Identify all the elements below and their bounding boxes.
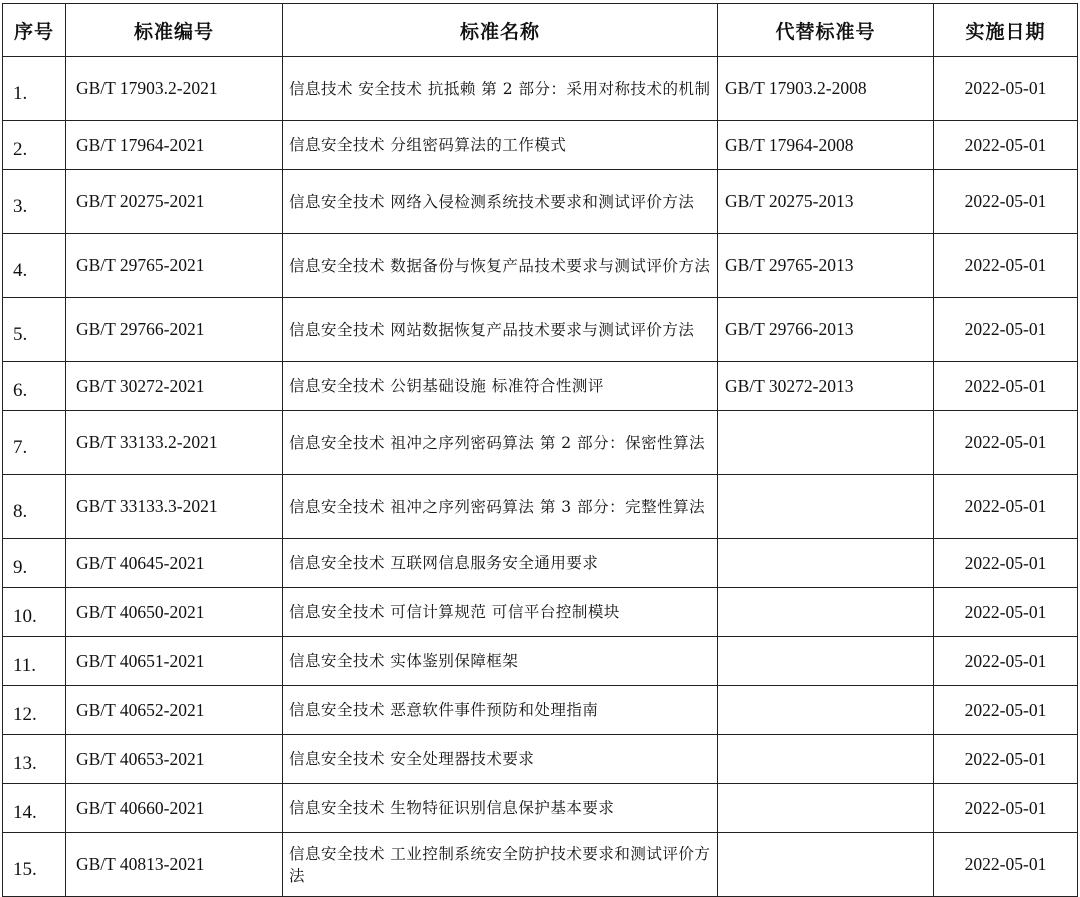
cell-standard-name: 信息安全技术 恶意软件事件预防和处理指南 [283,686,718,735]
table-row [3,686,1078,735]
cell-standard-code: GB/T 40652-2021 [66,686,283,735]
table-row [3,234,1078,298]
table-row [3,170,1078,234]
header-row [3,4,1078,57]
cell-standard-name: 信息安全技术 祖冲之序列密码算法 第 2 部分：保密性算法 [283,411,718,475]
cell-replaced-standard [718,735,934,784]
cell-implementation-date: 2022-05-01 [934,411,1078,475]
table-row [3,411,1078,475]
cell-standard-code: GB/T 40660-2021 [66,784,283,833]
cell-standard-name: 信息安全技术 互联网信息服务安全通用要求 [283,539,718,588]
cell-seq: 7. [3,411,66,475]
header-seq: 序号 [3,4,66,57]
cell-implementation-date: 2022-05-01 [934,475,1078,539]
cell-implementation-date: 2022-05-01 [934,121,1078,170]
cell-seq: 14. [3,784,66,833]
table-row [3,833,1078,897]
cell-standard-code: GB/T 33133.2-2021 [66,411,283,475]
cell-replaced-standard: GB/T 29765-2013 [718,234,934,298]
table-header [3,4,1078,57]
cell-standard-name: 信息安全技术 祖冲之序列密码算法 第 3 部分：完整性算法 [283,475,718,539]
cell-implementation-date: 2022-05-01 [934,234,1078,298]
cell-implementation-date: 2022-05-01 [934,170,1078,234]
cell-seq: 12. [3,686,66,735]
header-date: 实施日期 [934,4,1078,57]
cell-standard-code: GB/T 40645-2021 [66,539,283,588]
cell-standard-name: 信息安全技术 公钥基础设施 标准符合性测评 [283,362,718,411]
cell-replaced-standard [718,784,934,833]
cell-seq: 11. [3,637,66,686]
cell-seq: 10. [3,588,66,637]
cell-replaced-standard: GB/T 29766-2013 [718,298,934,362]
cell-seq: 3. [3,170,66,234]
table-row [3,735,1078,784]
cell-seq: 13. [3,735,66,784]
cell-standard-name: 信息安全技术 可信计算规范 可信平台控制模块 [283,588,718,637]
table-row [3,475,1078,539]
cell-standard-code: GB/T 30272-2021 [66,362,283,411]
table-row [3,298,1078,362]
cell-standard-code: GB/T 33133.3-2021 [66,475,283,539]
cell-seq: 5. [3,298,66,362]
cell-replaced-standard: GB/T 17903.2-2008 [718,57,934,121]
cell-replaced-standard [718,475,934,539]
cell-standard-code: GB/T 40653-2021 [66,735,283,784]
cell-standard-code: GB/T 40650-2021 [66,588,283,637]
table-row [3,121,1078,170]
table-body [3,57,1078,897]
cell-implementation-date: 2022-05-01 [934,686,1078,735]
cell-implementation-date: 2022-05-01 [934,784,1078,833]
cell-replaced-standard: GB/T 20275-2013 [718,170,934,234]
cell-standard-code: GB/T 17964-2021 [66,121,283,170]
cell-implementation-date: 2022-05-01 [934,833,1078,897]
cell-replaced-standard [718,411,934,475]
cell-seq: 15. [3,833,66,897]
cell-seq: 9. [3,539,66,588]
cell-seq: 6. [3,362,66,411]
cell-seq: 1. [3,57,66,121]
cell-seq: 2. [3,121,66,170]
cell-standard-name: 信息安全技术 实体鉴别保障框架 [283,637,718,686]
cell-standard-code: GB/T 17903.2-2021 [66,57,283,121]
cell-seq: 8. [3,475,66,539]
cell-implementation-date: 2022-05-01 [934,362,1078,411]
cell-replaced-standard [718,637,934,686]
cell-standard-name: 信息安全技术 安全处理器技术要求 [283,735,718,784]
cell-seq: 4. [3,234,66,298]
cell-standard-code: GB/T 29766-2021 [66,298,283,362]
cell-standard-name: 信息技术 安全技术 抗抵赖 第 2 部分：采用对称技术的机制 [283,57,718,121]
cell-standard-name: 信息安全技术 生物特征识别信息保护基本要求 [283,784,718,833]
cell-standard-code: GB/T 40813-2021 [66,833,283,897]
table-row [3,784,1078,833]
cell-implementation-date: 2022-05-01 [934,637,1078,686]
table-row [3,539,1078,588]
table-row [3,57,1078,121]
header-name: 标准名称 [283,4,718,57]
cell-implementation-date: 2022-05-01 [934,735,1078,784]
cell-replaced-standard: GB/T 30272-2013 [718,362,934,411]
header-replaced: 代替标准号 [718,4,934,57]
table-row [3,588,1078,637]
cell-implementation-date: 2022-05-01 [934,298,1078,362]
cell-replaced-standard [718,539,934,588]
cell-replaced-standard [718,833,934,897]
cell-standard-name: 信息安全技术 分组密码算法的工作模式 [283,121,718,170]
cell-standard-name: 信息安全技术 网站数据恢复产品技术要求与测试评价方法 [283,298,718,362]
cell-standard-name: 信息安全技术 数据备份与恢复产品技术要求与测试评价方法 [283,234,718,298]
cell-implementation-date: 2022-05-01 [934,588,1078,637]
cell-replaced-standard [718,686,934,735]
cell-standard-code: GB/T 29765-2021 [66,234,283,298]
cell-implementation-date: 2022-05-01 [934,57,1078,121]
cell-standard-code: GB/T 20275-2021 [66,170,283,234]
cell-replaced-standard [718,588,934,637]
cell-standard-name: 信息安全技术 网络入侵检测系统技术要求和测试评价方法 [283,170,718,234]
cell-replaced-standard: GB/T 17964-2008 [718,121,934,170]
table-row [3,362,1078,411]
table-row [3,637,1078,686]
cell-implementation-date: 2022-05-01 [934,539,1078,588]
standards-table [2,3,1078,897]
header-code: 标准编号 [66,4,283,57]
cell-standard-name: 信息安全技术 工业控制系统安全防护技术要求和测试评价方法 [283,833,718,897]
cell-standard-code: GB/T 40651-2021 [66,637,283,686]
